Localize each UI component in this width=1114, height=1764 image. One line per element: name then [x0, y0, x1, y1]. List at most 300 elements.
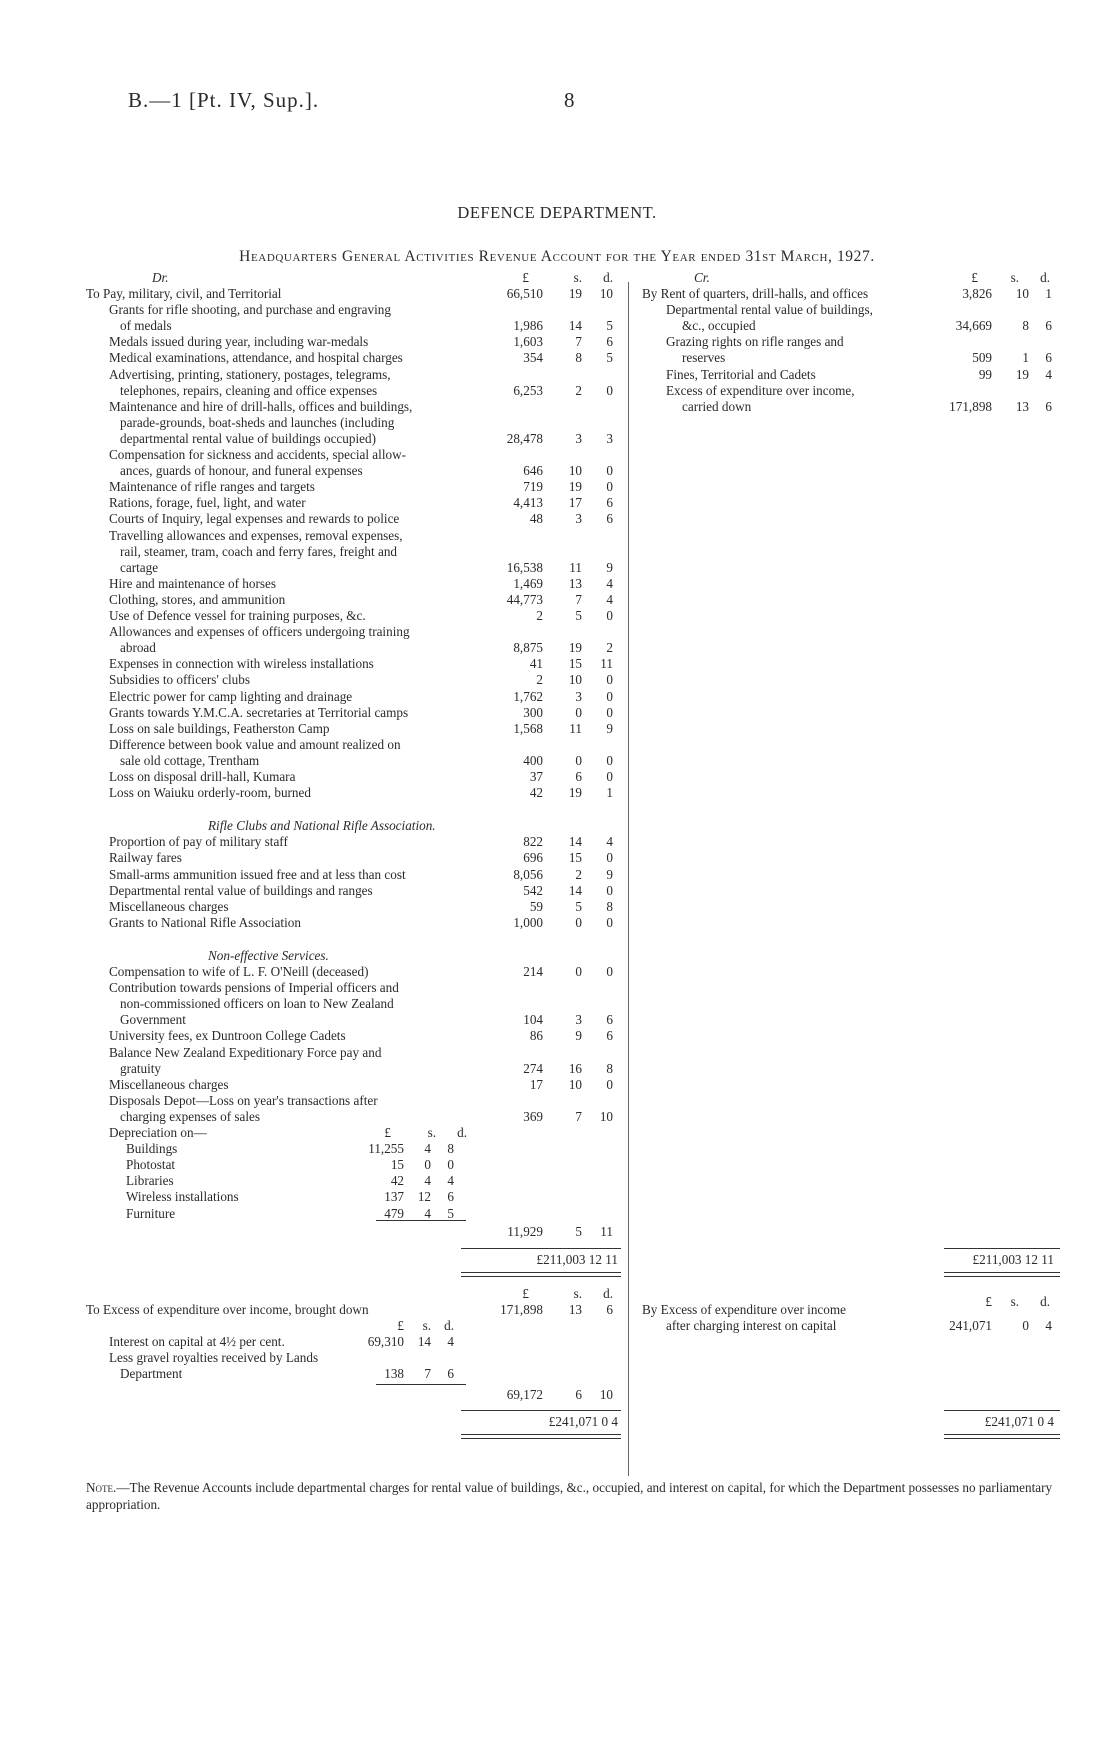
debit-row [86, 1012, 626, 1028]
amount-shillings: 3 [575, 688, 582, 704]
row-description: Contribution towards pensions of Imperial officers and [109, 980, 399, 996]
debit-heading: Dr. [152, 270, 169, 285]
footnote [86, 1479, 1056, 1513]
amount-pounds: 1,603 [513, 334, 543, 350]
row-description: Use of Defence vessel for training purposes, &c. [109, 608, 366, 623]
amount-shillings: 5 [575, 1223, 582, 1239]
debit-row [86, 479, 626, 495]
debit-row [86, 447, 626, 463]
row-description: Depreciation on— [109, 1125, 207, 1140]
amount-pounds: 11,255 [368, 1141, 404, 1157]
row-description: Small-arms ammunition issued free and at less than cost [109, 866, 406, 882]
amount-pounds: 2 [536, 672, 543, 688]
row-description: To Excess of expenditure over income, brought down [86, 1301, 369, 1317]
amount-pounds: 479 [384, 1205, 404, 1221]
row-description: Grants to National Rifle Association [109, 914, 301, 930]
row-description: Excess of expenditure over income, [666, 382, 855, 398]
amount-pence: 8 [606, 1060, 613, 1076]
row-description: By Rent of quarters, drill-halls, and offices [642, 286, 869, 301]
amount-pounds: 34,669 [955, 318, 992, 334]
amount-pence: 6 [1045, 350, 1052, 366]
debit-row [86, 286, 626, 302]
row-description: Fines, Territorial and Cadets [666, 366, 816, 382]
amount-pounds: 37 [529, 769, 543, 784]
debit-row [86, 367, 626, 383]
heading-pounds: £ [522, 270, 529, 285]
amount-shillings: 7 [575, 591, 582, 607]
row-description: To Pay, military, civil, and Territorial [86, 286, 282, 301]
debit-row [86, 399, 626, 415]
row-description: departmental rental value of buildings occupied) [120, 430, 376, 446]
amount-pence: 3 [606, 430, 613, 446]
amount-pence: 6 [606, 1012, 613, 1028]
amount-pounds: 2 [536, 608, 543, 623]
debit-row [86, 964, 626, 980]
amount-pence: 0 [606, 914, 613, 930]
amount-shillings: 0 [575, 914, 582, 930]
row-description: Rations, forage, fuel, light, and water [109, 495, 306, 511]
amount-shillings: 11 [569, 559, 582, 575]
amount-pounds: 16,538 [506, 559, 543, 575]
amount-pounds: 41 [529, 656, 543, 672]
row-description: Compensation for sickness and accidents, special allow- [109, 447, 407, 462]
debit-row [86, 640, 626, 656]
debit-row [86, 334, 626, 350]
row-description: Grants for rifle shooting, and purchase and engraving [109, 302, 391, 318]
amount-pence: 4 [447, 1173, 454, 1189]
amount-shillings: 0 [575, 752, 582, 768]
amount-shillings: 14 [568, 882, 582, 898]
debit-row [86, 1109, 626, 1125]
row-description: non-commissioned officers on loan to New Zealand [120, 996, 394, 1012]
row-description: abroad [120, 640, 156, 656]
heading-shillings: s. [427, 1125, 436, 1140]
amount-pounds: 138 [384, 1366, 404, 1382]
amount-pounds: 214 [523, 964, 543, 979]
debit-row [86, 1093, 626, 1109]
amount-pounds: 28,478 [506, 430, 543, 446]
amount-shillings: 15 [568, 656, 582, 672]
row-description: sale old cottage, Trentham [120, 752, 260, 768]
amount-pence: 1 [606, 785, 613, 801]
debit-row [86, 705, 626, 721]
amount-pence: 9 [606, 866, 613, 882]
column-headings [642, 270, 1062, 286]
interest-row [86, 1334, 626, 1350]
amount-shillings: 4 [424, 1173, 431, 1189]
amount-pence: 0 [606, 688, 613, 704]
debit-row [86, 463, 626, 479]
row-description: Furniture [126, 1205, 176, 1221]
debit-row [86, 769, 626, 785]
column-headings [86, 270, 626, 286]
amount-shillings: 6 [575, 769, 582, 784]
amount-shillings: 3 [575, 430, 582, 446]
amount-pence: 0 [447, 1157, 454, 1173]
amount-pounds: 1,469 [513, 575, 543, 591]
debit-row [86, 544, 626, 560]
amount-shillings: 7 [575, 334, 582, 350]
debit-row [86, 899, 626, 915]
debit-row [86, 415, 626, 431]
credit-row [642, 350, 1062, 366]
amount-shillings: 7 [575, 1108, 582, 1124]
debit-row [86, 302, 626, 318]
amount-pence: 6 [606, 495, 613, 511]
amount-pence: 4 [447, 1334, 454, 1349]
debit-row [86, 753, 626, 769]
page-number: 8 [564, 88, 575, 112]
amount-pence: 6 [606, 1301, 613, 1317]
row-description: Courts of Inquiry, legal expenses and rewards to police [109, 511, 400, 527]
amount-pounds: 171,898 [949, 398, 992, 414]
column-headings [86, 1318, 626, 1334]
row-description: Compensation to wife of L. F. O'Neill (deceased) [109, 964, 369, 979]
amount-pence: 6 [606, 1028, 613, 1044]
row-description: Departmental rental value of buildings, [666, 302, 873, 318]
amount-shillings: 10 [1015, 286, 1029, 301]
amount-pence: 8 [606, 898, 613, 914]
amount-pounds: 69,172 [506, 1387, 543, 1403]
column-divider [628, 282, 629, 1476]
amount-pounds: 11,929 [507, 1223, 543, 1239]
amount-shillings: 13 [568, 575, 582, 591]
amount-pounds: 86 [529, 1028, 543, 1044]
amount-shillings: 13 [1015, 398, 1029, 414]
total-double-rule [944, 1272, 1060, 1277]
amount-shillings: 6 [575, 1387, 582, 1403]
department-title: DEFENCE DEPARTMENT. [457, 203, 657, 222]
credit-column [642, 270, 1062, 1448]
depreciation-row [86, 1189, 626, 1205]
column-headings [86, 1286, 626, 1302]
amount-pounds: 719 [523, 479, 543, 495]
heading-pounds: £ [384, 1125, 391, 1140]
row-description: Loss on sale buildings, Featherston Camp [109, 720, 330, 736]
amount-pence: 6 [1045, 398, 1052, 414]
row-description: Disposals Depot—Loss on year's transactions after [109, 1092, 378, 1108]
amount-pounds: 17 [529, 1076, 543, 1092]
amount-pence: 2 [606, 640, 613, 656]
credit-row [642, 383, 1062, 399]
amount-pence: 4 [1045, 366, 1052, 382]
debit-row [86, 883, 626, 899]
amount-shillings: 19 [568, 640, 582, 656]
amount-pence: 6 [606, 334, 613, 350]
credit-heading: Cr. [694, 270, 710, 285]
amount-pence: 6 [447, 1189, 454, 1205]
row-description: Interest on capital at 4½ per cent. [109, 1334, 285, 1349]
amount-shillings: 9 [575, 1028, 582, 1044]
report-reference: B.—1 [Pt. IV, Sup.]. [128, 88, 320, 112]
debit-row [86, 431, 626, 447]
row-description: Electric power for camp lighting and drainage [109, 688, 353, 704]
amount-pounds: 822 [523, 834, 543, 850]
amount-pence: 5 [447, 1205, 454, 1221]
amount-pence: 0 [606, 769, 613, 784]
amount-shillings: 19 [568, 286, 582, 301]
heading-shillings: s. [422, 1317, 431, 1333]
depreciation-row [86, 1173, 626, 1189]
credit-row [642, 334, 1062, 350]
amount-shillings: 11 [569, 720, 582, 736]
amount-shillings: 14 [568, 834, 582, 850]
credit-excess-amount-row [642, 1318, 1062, 1334]
row-description: &c., occupied [682, 318, 756, 334]
amount-pounds: 3,826 [962, 286, 992, 301]
credit-row [642, 302, 1062, 318]
debit-row [86, 511, 626, 527]
debit-row [86, 1061, 626, 1077]
row-description: By Excess of expenditure over income [642, 1301, 846, 1317]
amount-shillings: 2 [575, 866, 582, 882]
amount-pence: 0 [606, 672, 613, 688]
amount-pounds: 274 [523, 1060, 543, 1076]
amount-pence: 4 [606, 834, 613, 850]
amount-pounds: 696 [523, 850, 543, 866]
amount-pounds: 42 [529, 785, 543, 801]
row-description: Medals issued during year, including war-medals [109, 334, 369, 350]
row-description: Hire and maintenance of horses [109, 575, 276, 591]
row-description: Departmental rental value of buildings and ranges [109, 882, 373, 898]
amount-shillings: 17 [568, 495, 582, 511]
heading-pounds: £ [397, 1317, 404, 1333]
amount-pence: 0 [606, 704, 613, 720]
row-description: University fees, ex Duntroon College Cadets [109, 1028, 346, 1044]
amount-pence: 4 [1045, 1317, 1052, 1333]
amount-shillings: 19 [568, 785, 582, 801]
heading-pounds: £ [522, 1285, 529, 1301]
note-label: Note. [86, 1480, 117, 1495]
amount-pounds: 59 [529, 898, 543, 914]
heading-pence: d. [1040, 270, 1050, 285]
amount-shillings: 12 [417, 1189, 431, 1205]
subtotal-rule [376, 1384, 466, 1385]
amount-shillings: 10 [568, 672, 582, 688]
debit-row [86, 592, 626, 608]
debit-row [86, 656, 626, 672]
debit-row [86, 560, 626, 576]
amount-shillings: 0 [424, 1157, 431, 1173]
row-description: Balance New Zealand Expeditionary Force pay and [109, 1044, 382, 1060]
debit-row [86, 721, 626, 737]
row-description: Allowances and expenses of officers undergoing training [109, 624, 410, 640]
row-description: reserves [682, 350, 726, 366]
amount-shillings: 0 [1022, 1317, 1029, 1333]
row-description: Maintenance of rifle ranges and targets [109, 479, 315, 495]
amount-shillings: 19 [1015, 366, 1029, 382]
amount-shillings: 3 [575, 511, 582, 527]
depreciation-row [86, 1141, 626, 1157]
total-rule [944, 1248, 1060, 1249]
less-royalties-row [86, 1350, 626, 1366]
debit-row [86, 996, 626, 1012]
debit-row [86, 350, 626, 366]
row-description: Photostat [126, 1157, 176, 1173]
row-description: Medical examinations, attendance, and hospital charges [109, 350, 403, 366]
section-heading [86, 818, 626, 834]
amount-pounds: 509 [972, 350, 992, 366]
total-double-rule [461, 1434, 621, 1439]
amount-pence: 0 [606, 479, 613, 495]
row-description: Railway fares [109, 850, 182, 866]
row-description: Maintenance and hire of drill-halls, offices and buildings, [109, 398, 413, 414]
row-description: Loss on Waiuku orderly-room, burned [109, 785, 311, 801]
amount-pounds: 99 [978, 366, 992, 382]
debit-row [86, 689, 626, 705]
amount-pence: 11 [600, 1223, 613, 1239]
amount-pence: 10 [599, 1108, 613, 1124]
row-description: Grants towards Y.M.C.A. secretaries at Territorial camps [109, 704, 409, 720]
credit-row [642, 286, 1062, 302]
amount-pence: 8 [447, 1141, 454, 1157]
row-description: Libraries [126, 1173, 174, 1189]
amount-pounds: 4,413 [513, 495, 543, 511]
amount-pounds: 369 [523, 1108, 543, 1124]
row-description: parade-grounds, boat-sheds and launches (including [120, 414, 395, 430]
debit-row [86, 318, 626, 334]
row-description: rail, steamer, tram, coach and ferry fares, freight and [120, 543, 398, 559]
amount-pence: 6 [447, 1366, 454, 1382]
amount-pence: 10 [599, 286, 613, 301]
credit-row [642, 399, 1062, 415]
amount-shillings: 7 [424, 1366, 431, 1382]
row-description: of medals [120, 318, 172, 334]
debit-column [86, 270, 626, 1448]
amount-pence: 1 [1045, 286, 1052, 301]
row-description: Miscellaneous charges [109, 1076, 229, 1092]
column-headings [86, 1125, 626, 1141]
row-description: gratuity [120, 1060, 162, 1076]
heading-pounds: £ [985, 1293, 992, 1309]
depreciation-row [86, 1157, 626, 1173]
page-header [128, 88, 1028, 118]
debit-row [86, 1045, 626, 1061]
account-title: Headquarters General Activities Revenue Account for the Year ended 31st March, 1927. [239, 248, 875, 265]
amount-pence: 0 [606, 382, 613, 398]
debit-row [86, 672, 626, 688]
amount-pounds: 44,773 [506, 591, 543, 607]
depreciation-total [86, 1224, 626, 1240]
amount-pounds: 1,568 [513, 720, 543, 736]
amount-pounds: 15 [390, 1157, 404, 1173]
amount-pence: 11 [600, 656, 613, 672]
amount-pence: 9 [606, 559, 613, 575]
amount-pounds: 66,510 [506, 286, 543, 301]
amount-pounds: 137 [384, 1189, 404, 1205]
row-description: Proportion of pay of military staff [109, 834, 288, 850]
debit-row [86, 834, 626, 850]
heading-pence: d. [603, 1285, 613, 1301]
row-description: Difference between book value and amount realized on [109, 736, 401, 752]
heading-pence: d. [603, 270, 613, 285]
amount-pounds: 42 [390, 1173, 404, 1189]
amount-pounds: 1,000 [513, 914, 543, 930]
row-description: Department [120, 1366, 183, 1382]
row-description: charging expenses of sales [120, 1108, 261, 1124]
amount-shillings: 8 [1022, 318, 1029, 334]
amount-pence: 0 [606, 752, 613, 768]
amount-pence: 9 [606, 720, 613, 736]
debit-row [86, 915, 626, 931]
amount-pence: 5 [606, 350, 613, 366]
debit-row [86, 867, 626, 883]
row-description: Wireless installations [126, 1189, 239, 1205]
amount-shillings: 10 [568, 463, 582, 479]
amount-shillings: 19 [568, 479, 582, 495]
debit-row [86, 383, 626, 399]
section-heading [86, 948, 626, 964]
amount-shillings: 1 [1022, 350, 1029, 366]
debit-second-total: £241,071 0 4 [548, 1414, 618, 1430]
amount-pence: 0 [606, 608, 613, 623]
amount-pence: 0 [606, 463, 613, 479]
amount-shillings: 15 [568, 850, 582, 866]
amount-pounds: 542 [523, 882, 543, 898]
debit-row [86, 785, 626, 801]
amount-pounds: 8,875 [513, 640, 543, 656]
amount-pounds: 400 [523, 752, 543, 768]
amount-shillings: 0 [575, 964, 582, 979]
debit-row [86, 624, 626, 640]
credit-row [642, 318, 1062, 334]
amount-pounds: 171,898 [500, 1301, 543, 1317]
row-description: Buildings [126, 1141, 178, 1157]
debit-row [86, 495, 626, 511]
debit-row [86, 528, 626, 544]
amount-shillings: 16 [568, 1060, 582, 1076]
debit-grand-total: £211,003 12 11 [536, 1251, 618, 1267]
heading-shillings: s. [1010, 1293, 1019, 1309]
amount-shillings: 13 [568, 1301, 582, 1317]
amount-pounds: 104 [523, 1012, 543, 1028]
heading-shillings: s. [573, 270, 582, 285]
row-description: after charging interest on capital [666, 1317, 837, 1333]
net-interest-row [86, 1387, 626, 1403]
row-description: Miscellaneous charges [109, 898, 229, 914]
row-description: Subsidies to officers' clubs [109, 672, 250, 688]
credit-second-total: £241,071 0 4 [984, 1414, 1054, 1430]
amount-shillings: 14 [568, 318, 582, 334]
total-rule [944, 1410, 1060, 1411]
amount-pounds: 6,253 [513, 382, 543, 398]
depreciation-row [86, 1206, 626, 1222]
heading-pence: d. [457, 1125, 467, 1140]
amount-shillings: 10 [568, 1076, 582, 1092]
row-description: Government [120, 1012, 186, 1028]
row-description: Loss on disposal drill-hall, Kumara [109, 769, 296, 784]
amount-pence: 0 [606, 1076, 613, 1092]
heading-shillings: s. [1010, 270, 1019, 285]
row-description: Expenses in connection with wireless installations [109, 656, 374, 672]
amount-pence: 6 [1045, 318, 1052, 334]
amount-pounds: 241,071 [949, 1317, 992, 1333]
amount-pounds: 300 [523, 704, 543, 720]
total-double-rule [944, 1434, 1060, 1439]
amount-pence: 0 [606, 964, 613, 979]
amount-pounds: 646 [523, 463, 543, 479]
amount-pence: 0 [606, 850, 613, 866]
amount-shillings: 5 [575, 898, 582, 914]
amount-shillings: 5 [575, 608, 582, 623]
heading-pence: d. [444, 1317, 454, 1333]
note-text: —The Revenue Accounts include departmental charges for rental value of buildings, &c., occupied, and interest on capital, for which the Department possesses no parliamentary appropriation. [86, 1480, 1053, 1512]
credit-grand-total: £211,003 12 11 [972, 1251, 1054, 1267]
royalties-amount-row [86, 1366, 626, 1382]
amount-shillings: 0 [575, 704, 582, 720]
row-description: Less gravel royalties received by Lands [109, 1350, 319, 1366]
row-description: telephones, repairs, cleaning and office expenses [120, 382, 378, 398]
